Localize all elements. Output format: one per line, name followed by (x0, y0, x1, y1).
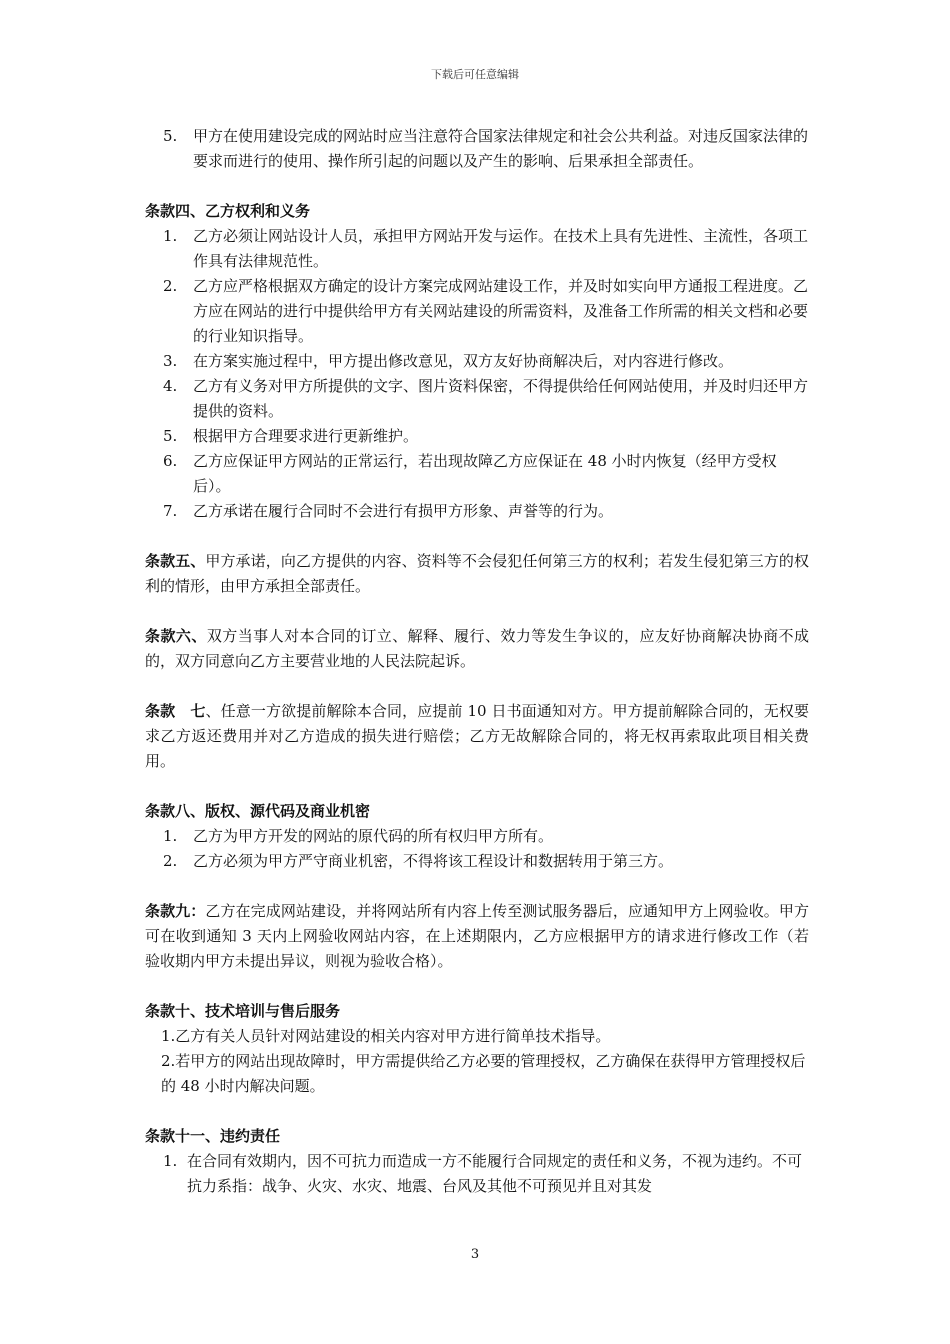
clause6-paragraph (145, 624, 809, 674)
clause5-lead: 条款五、 (145, 552, 206, 570)
clause9-lead: 条款九： (145, 902, 206, 920)
list-number: 2. (163, 277, 178, 295)
clause5-text: 甲方承诺，向乙方提供的内容、资料等不会侵犯任何第三方的权利；若发生侵犯第三方的权利的情形，由甲方承担全部责任。 (145, 552, 809, 595)
page-number: 3 (470, 1247, 480, 1262)
clause4-item-5 (145, 424, 809, 449)
list-text: 乙方承诺在履行合同时不会进行有损甲方形象、声誉等的行为。 (193, 502, 614, 520)
clause10-heading: 条款十、技术培训与售后服务 (145, 1002, 341, 1020)
clause6-text: 双方当事人对本合同的订立、解释、履行、效力等发生争议的，应友好协商解决协商不成的，双方同意向乙方主要营业地的人民法院起诉。 (145, 627, 809, 670)
clause4-heading: 条款四、乙方权利和义务 (145, 202, 311, 220)
clause3-item-5 (145, 124, 809, 174)
list-number: 3. (163, 352, 178, 370)
clause8-heading: 条款八、版权、源代码及商业机密 (145, 802, 371, 820)
clause7-lead: 条款 七 (145, 702, 206, 720)
list-number: 1. (163, 1152, 178, 1170)
clause5-paragraph (145, 549, 809, 599)
clause10-item-2: 2.若甲方的网站出现故障时，甲方需提供给乙方必要的管理授权，乙方确保在获得甲方管理授权后的 48 小时内解决问题。 (161, 1052, 806, 1095)
list-number: 1. (163, 827, 178, 845)
list-text: 乙方应保证甲方网站的正常运行，若出现故障乙方应保证在 48 小时内恢复（经甲方受权后）。 (193, 452, 777, 495)
clause4-item-4 (145, 374, 809, 424)
clause4-item-7 (145, 499, 809, 524)
clause4-item-3 (145, 349, 809, 374)
clause8-item-1 (145, 824, 809, 849)
clause4-item-2 (145, 274, 809, 349)
page-header: 下载后可任意编辑 (431, 68, 519, 81)
list-number: 1. (163, 227, 178, 245)
list-text: 乙方应严格根据双方确定的设计方案完成网站建设工作，并及时如实向甲方通报工程进度。乙方应在网站的进行中提供给甲方有关网站建设的所需资料，及准备工作所需的相关文档和必要的行业知识指导。 (193, 277, 809, 345)
clause10-item-1: 1.乙方有关人员针对网站建设的相关内容对甲方进行简单技术指导。 (161, 1027, 611, 1045)
clause9-text: 乙方在完成网站建设，并将网站所有内容上传至测试服务器后，应通知甲方上网验收。甲方可在收到通知 3 天内上网验收网站内容，在上述期限内，乙方应根据甲方的请求进行修改工作（若验收期内甲方未提出异议，则视为验收合格）。 (145, 902, 809, 970)
list-number: 5. (163, 127, 178, 145)
list-text: 在方案实施过程中，甲方提出修改意见，双方友好协商解决后，对内容进行修改。 (193, 352, 734, 370)
clause11-item-1 (145, 1149, 809, 1199)
list-text: 乙方必须让网站设计人员，承担甲方网站开发与运作。在技术上具有先进性、主流性，各项工作具有法律规范性。 (193, 227, 809, 270)
clause8-item-2 (145, 849, 809, 874)
list-text: 乙方必须为甲方严守商业机密，不得将该工程设计和数据转用于第三方。 (193, 852, 674, 870)
clause9-paragraph (145, 899, 809, 974)
clause7-text: 、任意一方欲提前解除本合同，应提前 10 日书面通知对方。甲方提前解除合同的，无权要求乙方返还费用并对乙方造成的损失进行赔偿；乙方无故解除合同的，将无权再索取此项目相关费用。 (145, 702, 809, 770)
list-number: 2. (163, 852, 178, 870)
list-text: 乙方为甲方开发的网站的原代码的所有权归甲方所有。 (193, 827, 554, 845)
list-text: 乙方有义务对甲方所提供的文字、图片资料保密，不得提供给任何网站使用，并及时归还甲方提供的资料。 (193, 377, 809, 420)
list-number: 4. (163, 377, 178, 395)
list-text: 在合同有效期内，因不可抗力而造成一方不能履行合同规定的责任和义务，不视为违约。不可抗力系指：战争、火灾、水灾、地震、台风及其他不可预见并且对其发 (187, 1152, 803, 1195)
clause4-item-1 (145, 224, 809, 274)
list-text: 根据甲方合理要求进行更新维护。 (193, 427, 419, 445)
clause4-item-6 (145, 449, 809, 499)
list-number: 6. (163, 452, 178, 470)
list-number: 7. (163, 502, 178, 520)
list-text: 甲方在使用建设完成的网站时应当注意符合国家法律规定和社会公共利益。对违反国家法律的要求而进行的使用、操作所引起的问题以及产生的影响、后果承担全部责任。 (193, 127, 809, 170)
clause11-heading: 条款十一、违约责任 (145, 1127, 281, 1145)
clause7-paragraph (145, 699, 809, 774)
list-number: 5. (163, 427, 178, 445)
document-body (145, 124, 809, 1199)
clause6-lead: 条款六、 (145, 627, 207, 645)
